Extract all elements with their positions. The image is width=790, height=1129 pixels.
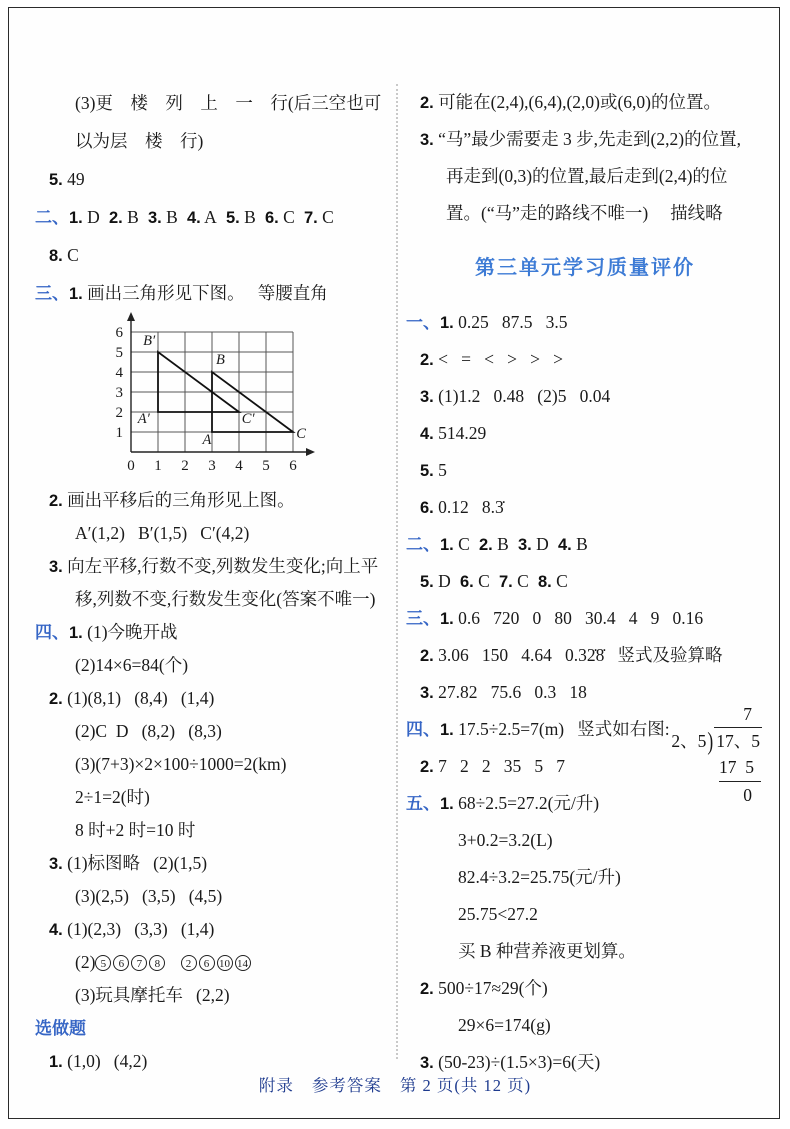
item-number: 4. bbox=[420, 425, 434, 443]
answer-text: 17.5÷2.5=7(m) 竖式如右图: bbox=[453, 719, 670, 739]
answer-line bbox=[35, 715, 393, 748]
item-number: 1. bbox=[440, 536, 454, 554]
answer-line bbox=[35, 160, 393, 198]
item-number: 1. bbox=[440, 314, 454, 332]
answer-line bbox=[406, 452, 764, 489]
answer-text: 画出平移后的三角形见上图。 bbox=[62, 490, 295, 510]
coordinate-grid-figure bbox=[35, 312, 393, 484]
item-number: 2. bbox=[420, 647, 434, 665]
answer-line bbox=[35, 122, 393, 160]
section-marker: 一、 bbox=[406, 313, 440, 332]
answer-line bbox=[35, 781, 393, 814]
answer-text: 买 B 种营养液更划算。 bbox=[458, 941, 636, 961]
circled-number: 8 bbox=[149, 955, 165, 971]
answer-text: 0.12 8.3̇ bbox=[433, 497, 504, 517]
answer-line bbox=[406, 526, 764, 563]
answer-text: B bbox=[161, 207, 178, 227]
division-dividend: 17、5 bbox=[714, 727, 762, 754]
answer-text: < = < > > > bbox=[433, 349, 563, 369]
grid-label: 2 bbox=[181, 458, 189, 474]
answer-text: 移,列数不变,行数发生变化(答案不唯一) bbox=[75, 589, 376, 609]
grid-label: 5 bbox=[262, 458, 270, 474]
answer-text: 7 2 2 35 5 7 bbox=[433, 756, 566, 776]
item-number: 2. bbox=[49, 492, 63, 510]
item-number: 2. bbox=[420, 94, 434, 112]
grid-label: 2 bbox=[115, 405, 123, 421]
grid-label: A′ bbox=[137, 411, 150, 427]
answer-text: (1)(8,1) (8,4) (1,4) bbox=[62, 688, 215, 708]
answer-text: 0.6 720 0 80 30.4 4 9 0.16 bbox=[453, 608, 704, 628]
answer-text: D bbox=[531, 534, 549, 554]
unit-title: 第三单元学习质量评价 bbox=[475, 257, 695, 279]
answer-text: 向左平移,行数不变,列数发生变化;向上平 bbox=[62, 556, 379, 576]
answer-text: (1)今晚开战 bbox=[82, 622, 178, 642]
answer-text: D bbox=[82, 207, 100, 227]
grid-label: 6 bbox=[115, 325, 123, 341]
answer-line bbox=[406, 822, 764, 859]
answer-line bbox=[35, 847, 393, 880]
circled-number: 10 bbox=[217, 955, 233, 971]
answer-text: 82.4÷3.2=25.75(元/升) bbox=[458, 867, 621, 887]
grid-label: C bbox=[296, 426, 306, 442]
grid-label: 3 bbox=[208, 458, 216, 474]
answer-line bbox=[406, 121, 764, 158]
answer-text: C bbox=[62, 245, 79, 265]
answer-text: D bbox=[433, 571, 451, 591]
answer-line bbox=[35, 748, 393, 781]
answer-text: “马”最少需要走 3 步,先走到(2,2)的位置, bbox=[433, 129, 741, 149]
footer-appendix-label: 附录 bbox=[258, 1076, 294, 1095]
answer-line bbox=[35, 880, 393, 913]
section-marker: 四、 bbox=[35, 623, 69, 642]
answer-text: (3)(2,5) (3,5) (4,5) bbox=[75, 886, 223, 906]
answer-line bbox=[35, 814, 393, 847]
page-footer bbox=[0, 1072, 790, 1096]
item-number: 1. bbox=[49, 1053, 63, 1071]
answer-text: 49 bbox=[62, 169, 85, 189]
item-number: 2. bbox=[420, 758, 434, 776]
answer-text: 画出三角形见下图。 等腰直角 bbox=[82, 283, 328, 303]
answer-text: 514.29 bbox=[433, 423, 487, 443]
grid-label: 1 bbox=[154, 458, 162, 474]
answer-text: (2) bbox=[75, 952, 96, 972]
item-number: 3. bbox=[420, 388, 434, 406]
grid-label: 6 bbox=[289, 458, 297, 474]
answer-line bbox=[406, 195, 764, 232]
answer-text: (50-23)÷(1.5×3)=6(天) bbox=[433, 1052, 601, 1072]
answer-text: (1)1.2 0.48 (2)5 0.04 bbox=[433, 386, 611, 406]
division-remainder: 0 bbox=[743, 785, 752, 805]
item-number: 3. bbox=[420, 131, 434, 149]
answer-text: (1,0) (4,2) bbox=[62, 1051, 148, 1071]
item-number: 6. bbox=[255, 209, 279, 227]
answer-line bbox=[35, 236, 393, 274]
answer-text: (1)(2,3) (3,3) (1,4) bbox=[62, 919, 215, 939]
item-number: 3. bbox=[508, 536, 532, 554]
item-number: 8. bbox=[49, 247, 63, 265]
circled-number: 6 bbox=[199, 955, 215, 971]
grid-label: 5 bbox=[115, 345, 123, 361]
grid-label: B bbox=[216, 352, 225, 368]
division-product: 17 5 bbox=[719, 754, 761, 782]
answer-line bbox=[406, 933, 764, 970]
answer-line bbox=[35, 1012, 393, 1045]
answer-text: 3.06 150 4.64 0.32̇8̇ 竖式及验算略 bbox=[433, 645, 723, 665]
section-marker: 五、 bbox=[406, 794, 440, 813]
item-number: 3. bbox=[138, 209, 162, 227]
answer-text: B bbox=[239, 207, 256, 227]
answer-line bbox=[35, 517, 393, 550]
answer-text: 可能在(2,4),(6,4),(2,0)或(6,0)的位置。 bbox=[433, 92, 722, 112]
answer-text: 5 bbox=[433, 460, 447, 480]
item-number: 7. bbox=[294, 209, 318, 227]
section-marker: 二、 bbox=[406, 535, 440, 554]
answer-text bbox=[167, 952, 180, 972]
item-number: 5. bbox=[420, 573, 434, 591]
grid-svg bbox=[97, 312, 323, 480]
answer-text: 再走到(0,3)的位置,最后走到(2,4)的位 bbox=[446, 166, 728, 186]
division-quotient: 7 bbox=[743, 704, 752, 724]
circled-number: 5 bbox=[95, 955, 111, 971]
answer-line bbox=[35, 946, 393, 979]
item-number: 1. bbox=[69, 624, 83, 642]
circled-number-group bbox=[181, 952, 253, 972]
division-main-row bbox=[630, 727, 762, 754]
answer-line bbox=[35, 550, 393, 583]
answer-line bbox=[406, 489, 764, 526]
circled-number: 2 bbox=[181, 955, 197, 971]
answer-text: (2)14×6=84(个) bbox=[75, 655, 189, 675]
answer-text: C bbox=[317, 207, 334, 227]
answer-line bbox=[35, 484, 393, 517]
answer-text: A bbox=[200, 207, 217, 227]
answer-line bbox=[35, 583, 393, 616]
answer-text: (3)更 楼 列 上 一 行(后三空也可 bbox=[75, 93, 382, 113]
item-number: 4. bbox=[548, 536, 572, 554]
item-number: 6. bbox=[420, 499, 434, 517]
item-number: 8. bbox=[528, 573, 552, 591]
answer-text: 29×6=174(g) bbox=[458, 1015, 551, 1035]
answer-line bbox=[35, 913, 393, 946]
answer-line bbox=[35, 274, 393, 312]
answer-text: B bbox=[571, 534, 588, 554]
answer-text: C bbox=[473, 571, 490, 591]
item-number: 1. bbox=[69, 209, 83, 227]
answer-text: (3)(7+3)×2×100÷1000=2(km) bbox=[75, 754, 287, 774]
section-marker: 选做题 bbox=[35, 1019, 86, 1038]
answer-text: C bbox=[453, 534, 470, 554]
answer-line bbox=[406, 84, 764, 121]
item-number: 5. bbox=[49, 171, 63, 189]
answer-text: 3+0.2=3.2(L) bbox=[458, 830, 553, 850]
answer-text: 68÷2.5=27.2(元/升) bbox=[453, 793, 600, 813]
item-number: 2. bbox=[420, 980, 434, 998]
answer-line bbox=[406, 304, 764, 341]
item-number: 1. bbox=[440, 610, 454, 628]
grid-label: 4 bbox=[235, 458, 243, 474]
answer-line bbox=[406, 600, 764, 637]
answer-text: (3)玩具摩托车 (2,2) bbox=[75, 985, 230, 1005]
answer-line bbox=[35, 682, 393, 715]
answer-line bbox=[35, 649, 393, 682]
answer-line bbox=[406, 896, 764, 933]
answer-text: B bbox=[122, 207, 139, 227]
item-number: 1. bbox=[69, 285, 83, 303]
division-product-row bbox=[630, 754, 762, 782]
item-number: 5. bbox=[420, 462, 434, 480]
answer-line bbox=[406, 563, 764, 600]
answer-text: 以为层 楼 行) bbox=[75, 131, 204, 151]
item-number: 7. bbox=[489, 573, 513, 591]
item-number: 6. bbox=[450, 573, 474, 591]
item-number: 4. bbox=[177, 209, 201, 227]
answer-text: A′(1,2) B′(1,5) C′(4,2) bbox=[75, 523, 250, 543]
item-number: 5. bbox=[216, 209, 240, 227]
answer-text: C bbox=[512, 571, 529, 591]
answer-text: 25.75<27.2 bbox=[458, 904, 538, 924]
item-number: 2. bbox=[420, 351, 434, 369]
answer-line bbox=[406, 970, 764, 1007]
item-number: 3. bbox=[49, 558, 63, 576]
item-number: 2. bbox=[49, 690, 63, 708]
item-number: 2. bbox=[469, 536, 493, 554]
answer-text: C bbox=[551, 571, 568, 591]
answer-line bbox=[406, 378, 764, 415]
grid-label: 0 bbox=[127, 458, 135, 474]
answer-text: B bbox=[492, 534, 509, 554]
section-marker: 三、 bbox=[35, 284, 69, 303]
item-number: 1. bbox=[440, 721, 454, 739]
answer-line bbox=[35, 616, 393, 649]
answer-line bbox=[406, 1007, 764, 1044]
circled-number: 7 bbox=[131, 955, 147, 971]
answer-line bbox=[35, 84, 393, 122]
item-number: 3. bbox=[49, 855, 63, 873]
item-number: 4. bbox=[49, 921, 63, 939]
answer-text: 27.82 75.6 0.3 18 bbox=[433, 682, 587, 702]
answer-text: 0.25 87.5 3.5 bbox=[453, 312, 568, 332]
grid-label: 4 bbox=[115, 365, 123, 381]
answer-text: (1)标图略 (2)(1,5) bbox=[62, 853, 208, 873]
long-division-figure bbox=[630, 701, 762, 808]
left-column bbox=[35, 84, 393, 1078]
answer-text: 置。(“马”走的路线不唯一) 描线略 bbox=[446, 203, 723, 223]
answer-line bbox=[35, 198, 393, 236]
grid-label: A bbox=[202, 432, 212, 448]
grid-label: 1 bbox=[115, 425, 123, 441]
circled-number: 6 bbox=[113, 955, 129, 971]
answer-line bbox=[406, 341, 764, 378]
item-number: 1. bbox=[440, 795, 454, 813]
division-divisor: 2、5 bbox=[671, 731, 707, 751]
answer-text: 8 时+2 时=10 时 bbox=[75, 820, 196, 840]
item-number: 3. bbox=[420, 1054, 434, 1072]
section-marker: 四、 bbox=[406, 720, 440, 739]
answer-text: C bbox=[278, 207, 295, 227]
answer-line bbox=[406, 637, 764, 674]
circled-number-group bbox=[95, 952, 167, 972]
answer-line bbox=[406, 158, 764, 195]
item-number: 2. bbox=[99, 209, 123, 227]
answer-line bbox=[35, 979, 393, 1012]
answer-text: 2÷1=2(时) bbox=[75, 787, 150, 807]
grid-label: B′ bbox=[143, 333, 156, 349]
answer-text: (2)C D (8,2) (8,3) bbox=[75, 721, 222, 741]
circled-number: 14 bbox=[235, 955, 251, 971]
section-marker: 三、 bbox=[406, 609, 440, 628]
item-number: 3. bbox=[420, 684, 434, 702]
grid-label: 3 bbox=[115, 385, 123, 401]
answer-text: 500÷17≈29(个) bbox=[433, 978, 548, 998]
grid-label: C′ bbox=[241, 411, 255, 427]
footer-answers-label: 参考答案 bbox=[311, 1076, 382, 1095]
division-bracket: ) bbox=[707, 726, 714, 756]
answer-line bbox=[406, 415, 764, 452]
footer-page-number: 第 2 页(共 12 页) bbox=[399, 1076, 532, 1095]
column-divider bbox=[396, 84, 398, 1059]
right-column bbox=[406, 84, 764, 1081]
section-marker: 二、 bbox=[35, 208, 69, 227]
answer-line bbox=[406, 859, 764, 896]
